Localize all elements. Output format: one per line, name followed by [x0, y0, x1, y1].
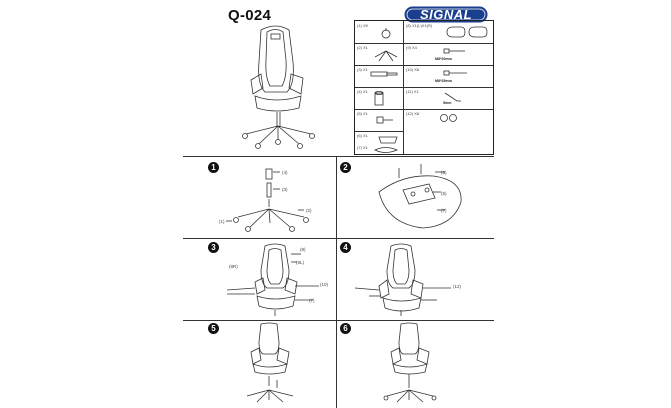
- step-2-callout-7: (7): [441, 208, 447, 213]
- brand-name: SIGNAL: [419, 7, 473, 22]
- bolt-m8x20-icon: [443, 47, 467, 55]
- part-2-label: (2) X1: [357, 45, 368, 50]
- step-1-callout-1: (1): [219, 219, 225, 224]
- bolt-m8x25-icon: [443, 69, 469, 77]
- step-3-callout-8l: (8L): [296, 260, 305, 265]
- step-4-callout-12: (12): [453, 284, 462, 289]
- part-6-label: (6) X1: [357, 133, 368, 138]
- allen-key-icon: [443, 91, 463, 103]
- step-6-completed-chair-diagram: [373, 322, 453, 406]
- step-6-badge: 6: [340, 323, 351, 334]
- caster-wheel-icon: [379, 27, 393, 39]
- part-10-spec: M8*25mm: [435, 79, 452, 83]
- step-1-base-assembly-diagram: [218, 165, 328, 237]
- step-3-callout-10: (10): [320, 282, 329, 287]
- part-10-label: (10) X8: [406, 67, 420, 72]
- part-5-label: (5) X1: [357, 111, 368, 116]
- gas-lift-cover-icon: [371, 91, 393, 107]
- part-9-label: (9) X4: [406, 45, 417, 50]
- step-1-callout-4: (4): [282, 170, 288, 175]
- seat-plate-icon: [373, 145, 399, 155]
- step-1-badge: 1: [208, 162, 219, 173]
- step-5-seat-to-base-diagram: [233, 322, 313, 406]
- step-3-callout-8r: (8R): [229, 264, 238, 269]
- step-2-badge: 2: [340, 162, 351, 173]
- step-1-callout-2: (2): [306, 208, 312, 213]
- step-3-backrest-assembly-diagram: [223, 242, 328, 318]
- step-1-callout-3: (3): [282, 187, 288, 192]
- part-11-label: (11) X1: [406, 89, 419, 94]
- chair-base-icon: [373, 47, 399, 63]
- model-number: Q-024: [228, 7, 272, 24]
- part-1-label: (1) X5: [357, 23, 368, 28]
- mechanism-icon: [377, 133, 401, 145]
- step-3-badge: 3: [208, 242, 219, 253]
- gas-lift-icon: [369, 69, 399, 79]
- washer-icon: [439, 113, 459, 123]
- part-8-label: (8) X1(L)X1(R): [406, 23, 433, 28]
- step-5-badge: 5: [208, 323, 219, 334]
- part-7-label: (7) X1: [357, 145, 368, 150]
- step-3-callout-7: (7): [309, 298, 315, 303]
- step-2-callout-6: (6): [441, 170, 447, 175]
- part-4-label: (4) X1: [357, 89, 368, 94]
- parts-list-box: [354, 20, 494, 155]
- step-4-badge: 4: [340, 242, 351, 253]
- step-2-seat-mechanism-diagram: [373, 164, 483, 236]
- part-12-label: (12) X8: [406, 111, 420, 116]
- screw-icon: [375, 113, 395, 127]
- instruction-sheet: [183, 0, 494, 408]
- part-11-spec: 5mm: [443, 101, 452, 105]
- step-3-callout-8: (8): [300, 247, 306, 252]
- chair-overview-image: [231, 22, 326, 152]
- step-2-callout-5: (5): [441, 191, 447, 196]
- part-9-spec: M8*20mm: [435, 57, 452, 61]
- armrest-icon: [445, 25, 489, 39]
- step-4-armrest-assembly-diagram: [353, 242, 483, 318]
- part-3-label: (3) X1: [357, 67, 368, 72]
